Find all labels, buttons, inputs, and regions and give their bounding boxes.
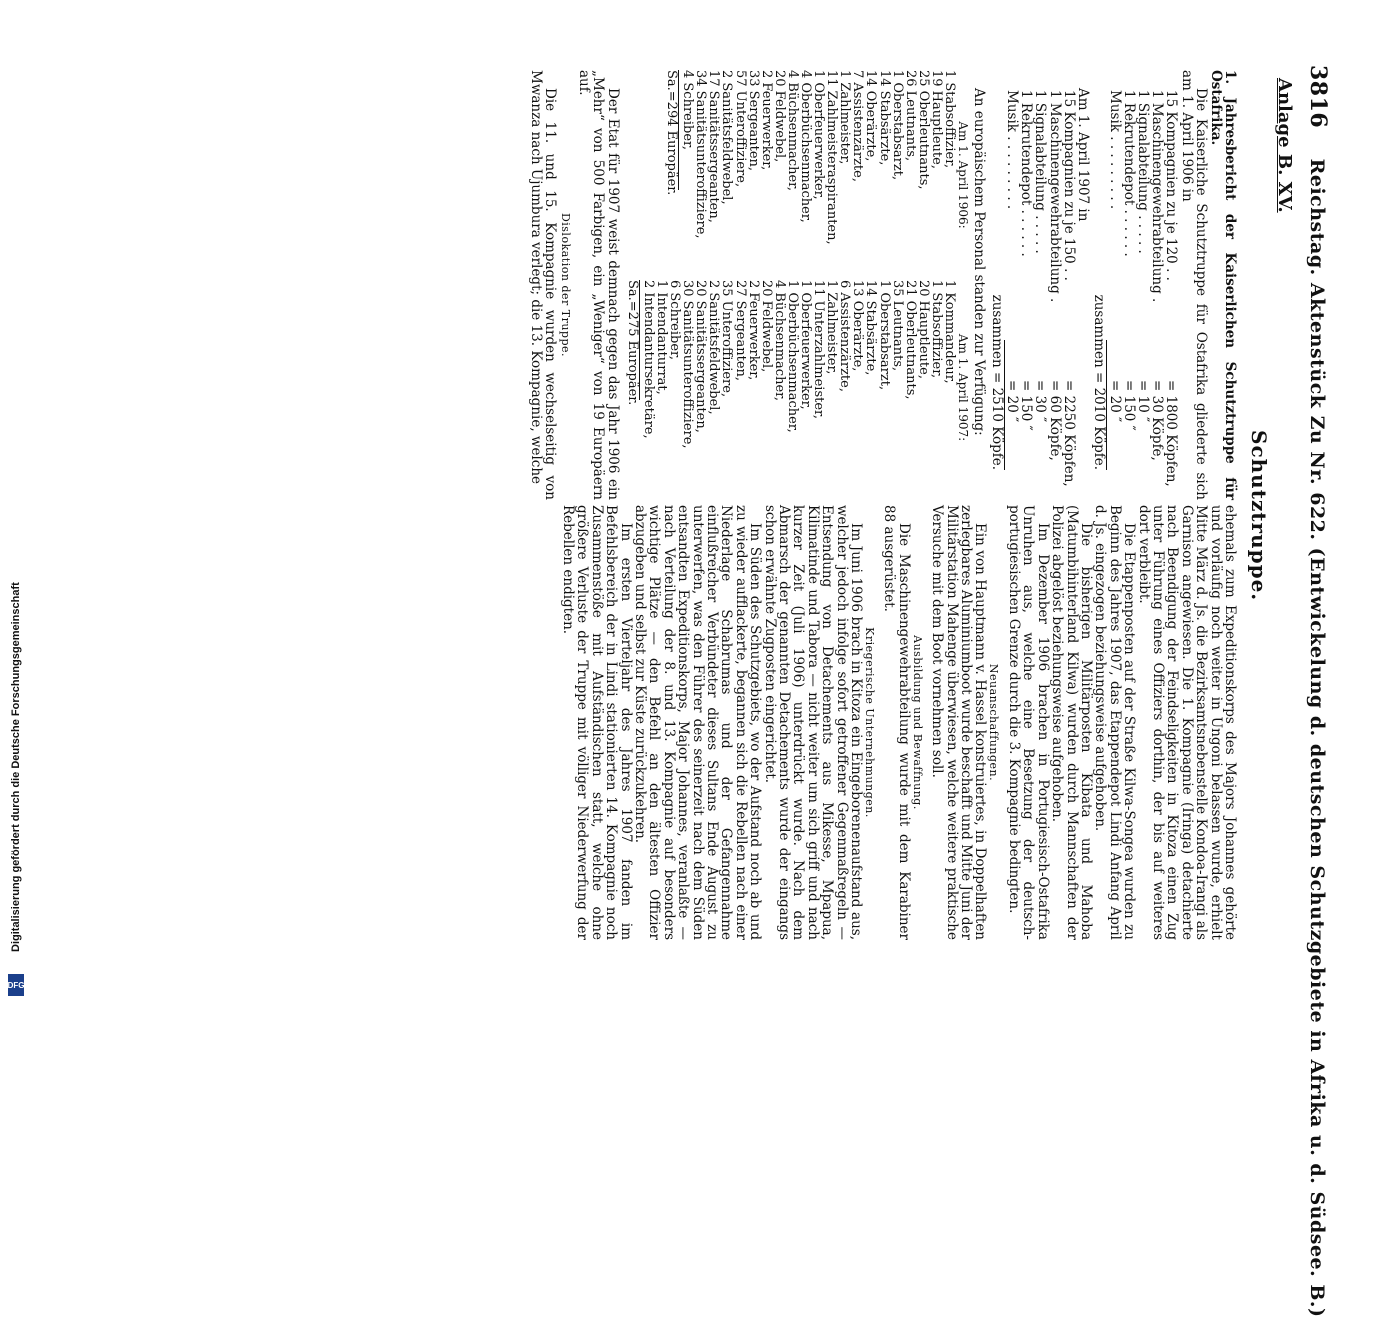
paragraph: Ein von Hauptmann v. Hassel konstruiertes, in Doppelhaften zerlegbares Aluminiumboot wurde beschafft und Mitte Juni der Militärstation Mahenge überwiesen, welche weitere praktische Versuche mit dem Boot vornehmen soll. <box>929 505 989 940</box>
list-1906-heading: Am 1. April 1906: <box>956 121 971 229</box>
list-item: 6 Assistenzärzte, <box>837 280 853 392</box>
intro-1907: Am 1. April 1907 in <box>1075 88 1092 222</box>
left-column <box>529 70 1237 500</box>
personnel-intro: An europäischem Personal standen zur Verfügung: <box>970 88 987 436</box>
paragraph: Im ersten Vierteljahr des Jahres 1907 fanden im Befehlsbereich der in Lindi stationierten 14. Kompagnie noch Zusammenstöße mit Aufständischen statt, welche ohne größere Verluste der Truppe mit völliger Niederwerfung der Rebellen endigten. <box>559 505 634 940</box>
list-item: 35 Unteroffiziere, <box>719 280 735 398</box>
list-item: 2 Feuerwerker, <box>758 70 774 171</box>
list-item: 14 Stabsärzte, <box>876 70 892 166</box>
dfg-logo: DFG <box>8 974 24 996</box>
subsection-heading: Kriegerische Unternehmungen. <box>863 627 877 818</box>
unit-row: Musik . . . . . . . . . = 20 ″ <box>1003 90 1020 423</box>
list-item: 1 Zahlmeister, <box>824 280 840 375</box>
list-item: 1 Stabsoffizier, <box>928 280 944 379</box>
units-1907-table <box>990 90 1076 500</box>
sum-1907: Sa.=275 Europäer. <box>624 280 640 406</box>
units-1906-table <box>1092 90 1178 500</box>
list-item: 20 Feldwebel, <box>771 70 787 163</box>
list-item: 27 Sergeanten, <box>732 280 748 382</box>
list-item: 1 Stabsoffizier, <box>942 70 958 169</box>
list-item: 20 Hauptleute, <box>915 280 931 379</box>
unit-row: 1 Rekrutendepot . . . . . . = 150 ″ <box>1018 90 1035 431</box>
section-title: Schutztruppe. <box>1247 430 1271 602</box>
list-item: 2 Feuerwerker, <box>745 280 761 381</box>
list-item: 1 Oberstabsarzt, <box>876 280 892 391</box>
list-1906 <box>626 70 969 280</box>
list-item: 20 Sanitätssergeanten, <box>693 280 709 433</box>
list-item: 14 Stabsärzte, <box>863 280 879 376</box>
list-item: 2 Intendantursekretäre, <box>640 280 656 439</box>
list-item: 1 Oberfeuerwerker, <box>811 70 827 200</box>
unit-row: 15 Kompagnien zu je 120 . . = 1800 Köpfen, <box>1163 90 1180 487</box>
anlage-label: Anlage B. XV. <box>1274 78 1295 213</box>
total-1906: zusammen = 2010 Köpfe. <box>1091 294 1108 470</box>
list-item: 17 Sanitätssergeanten, <box>706 70 722 223</box>
list-item: 20 Feldwebel, <box>758 280 774 373</box>
unit-row: Musik . . . . . . . . . = 20 ″ <box>1106 90 1123 423</box>
list-item: 1 Oberfeuerwerker, <box>798 280 813 410</box>
list-1907 <box>626 280 969 495</box>
list-item: 35 Leutnants, <box>889 280 905 372</box>
list-item: 4 Büchsenmacher, <box>784 70 800 192</box>
paragraph: Die Maschinengewehrabteilung wurde mit dem Karabiner 88 ausgerüstet. <box>881 505 912 940</box>
list-item: 26 Leutnants, <box>902 70 918 162</box>
report-heading: 1. Jahresbericht der Kaiserlichen Schutztruppe für Ostafrika. <box>1207 70 1238 500</box>
total-1907: zusammen = 2510 Köpfe. <box>988 294 1005 470</box>
unit-row: 1 Rekrutendepot . . . . . . = 150 ″ <box>1120 90 1137 431</box>
list-item: 1 Oberstabsarzt, <box>889 70 905 181</box>
sum-1906: Sa.=294 Europäer. <box>664 70 680 196</box>
list-item: 4 Büchsenmacher, <box>771 280 787 402</box>
list-item: 4 Oberbüchsenmacher, <box>798 70 813 223</box>
running-title: Reichstag. Aktenstück Zu Nr. 622. (Entwickelung d. deutschen Schutzgebiete in Afrika u. d. Südsee. B.) <box>1306 158 1328 1318</box>
list-item: 2 Sanitätsfeldwebel, <box>719 70 735 205</box>
list-item: 21 Oberleutnants, <box>902 280 918 400</box>
paragraph: Die bisherigen Militärposten Kibata und Mahoba (Matumbihinterland Kilwa) wurden durch Mannschaften der Polizei abgelöst beziehungsweise aufgehoben. <box>1049 505 1094 940</box>
paragraph: Die Etappenposten auf der Straße Kilwa-Songea wurden zu Beginn des Jahres 1907, das Etappendepot Lindi Anfang April d. Js. eingezogen beziehungsweise aufgehoben. <box>1092 505 1138 940</box>
list-item: 57 Unteroffiziere, <box>732 70 748 188</box>
list-item: 30 Sanitätsunteroffiziere, <box>680 280 696 449</box>
list-item: 25 Oberleutnants, <box>915 70 931 190</box>
list-1907-heading: Am 1. April 1907: <box>956 333 971 442</box>
list-item: 19 Hauptleute, <box>928 70 944 169</box>
list-item: 14 Oberärzte, <box>863 70 879 162</box>
list-item: 1 Intendanturrat, <box>653 280 669 395</box>
unit-row: 1 Maschinengewehrabteilung . = 30 Köpfe, <box>1149 90 1166 461</box>
unit-row: 1 Signalabteilung . . . . . = 30 ″ <box>1032 90 1049 423</box>
footer-credit-text: Digitalisierung gefördert durch die Deutsche Forschungsgemeinschaft <box>10 582 22 952</box>
paragraph: ehemals zum Expeditionskorps des Majors Johannes gehörte und vorläufig noch weiter in Ungoni belassen wurde, erhielt Mitte März d. Js. die Bezirksamtsnebenstelle Kondoa-Irangi als Garnison angewiesen. Die 1. Kompagnie (Iringa) detachierte nach Beendigung der Feindseligkeiten in Kitoza einen Zug unter Führung eines Offiziers dorthin, der bis auf weiteres dort verbleibt. <box>1135 505 1238 940</box>
list-item: 2 Sanitätsfeldwebel, <box>706 280 722 415</box>
paragraph: Im Juni 1906 brach in Kitoza ein Eingeborenenaufstand aus, welcher jedoch infolge sofort getroffener Gegenmaßregeln — Entsendung von Detachements aus Mikesse, Mpapua, Kilimatinde und Tabora — nicht weiter um sich griff und nach kurzer Zeit (Juli 1906) unterdrückt wurde. Nach dem Abmarsch der genannten Detachements wurde der eingangs schon erwähnte Zugposten eingerichtet. <box>761 505 865 940</box>
list-item: 7 Assistenzärzte, <box>850 70 866 182</box>
paragraph: Im Süden des Schutzgebiets, wo der Aufstand noch ab und zu wieder aufflackerte, begannen sich die Rebellen nach einer Niederlage Schabrumas und der Gefangennahme einflußreicher Verbündeter dieses Sultans Ende August zu unterwerfen, was den Führer des seinerzeit nach dem Süden entsandten Expeditionskorps, Major Johannes, veranlaßte — nach Verteilung der 8. und 13. Kompagnie auf besonders wichtige Plätze — den Befehl an den ältesten Offizier abzugeben und selbst zur Küste zurückzukehren. <box>631 505 764 940</box>
list-item: 11 Zahlmeisteraspiranten, <box>824 70 840 245</box>
dislocation-paragraph: Die 11. und 15. Kompagnie wurden wechselseitig von Mwanza nach Ujumbura verlegt; die 13. Kompagnie, welche <box>528 70 559 500</box>
unit-row: 1 Signalabteilung . . . . . = 10 ″ <box>1134 90 1151 423</box>
unit-row: 15 Kompagnien zu je 150 . . = 2250 Köpfen, <box>1060 90 1077 487</box>
list-item: 34 Sanitätsunteroffiziere, <box>693 70 709 239</box>
list-item: 6 Schreiber, <box>667 280 683 360</box>
footer-credit <box>8 0 26 1000</box>
list-item: 33 Sergeanten, <box>745 70 761 172</box>
paragraph: Im Dezember 1906 brachen in Portugiesisch-Ostafrika Unruhen aus, welche eine Besetzung der deutsch-portugiesischen Grenze durch die 3. Kompagnie bedingten. <box>1005 505 1051 940</box>
subsection-heading: Ausbildung und Bewaffnung. <box>910 635 924 810</box>
list-item: 1 Zahlmeister, <box>837 70 853 165</box>
page-number: 3816 <box>1305 65 1331 129</box>
list-item: 11 Unterzahlmeister, <box>811 280 827 419</box>
right-column <box>561 505 1237 940</box>
list-item: 4 Schreiber, <box>680 70 696 150</box>
intro-paragraph: Die Kaiserliche Schutztruppe für Ostafrika gliederte sich am 1. April 1906 in <box>1178 70 1210 500</box>
etat-paragraph: Der Etat für 1907 weist demnach gegen das Jahr 1906 ein „Mehr“ von 500 Farbigen, ein „Weniger“ von 19 Europäern auf. <box>575 70 621 500</box>
list-item: 13 Oberärzte, <box>850 280 866 372</box>
unit-row: 1 Maschinengewehrabteilung . = 60 Köpfe, <box>1046 90 1063 461</box>
list-item: 1 Kommandeur, <box>942 280 958 384</box>
personnel-lists <box>626 70 969 500</box>
subsection-heading: Neuanschaffungen. <box>987 663 1001 782</box>
page-header <box>1305 65 1331 1318</box>
dislocation-heading: Dislokation der Truppe. <box>559 212 573 358</box>
list-item: 1 Oberbüchsenmacher, <box>784 280 800 433</box>
